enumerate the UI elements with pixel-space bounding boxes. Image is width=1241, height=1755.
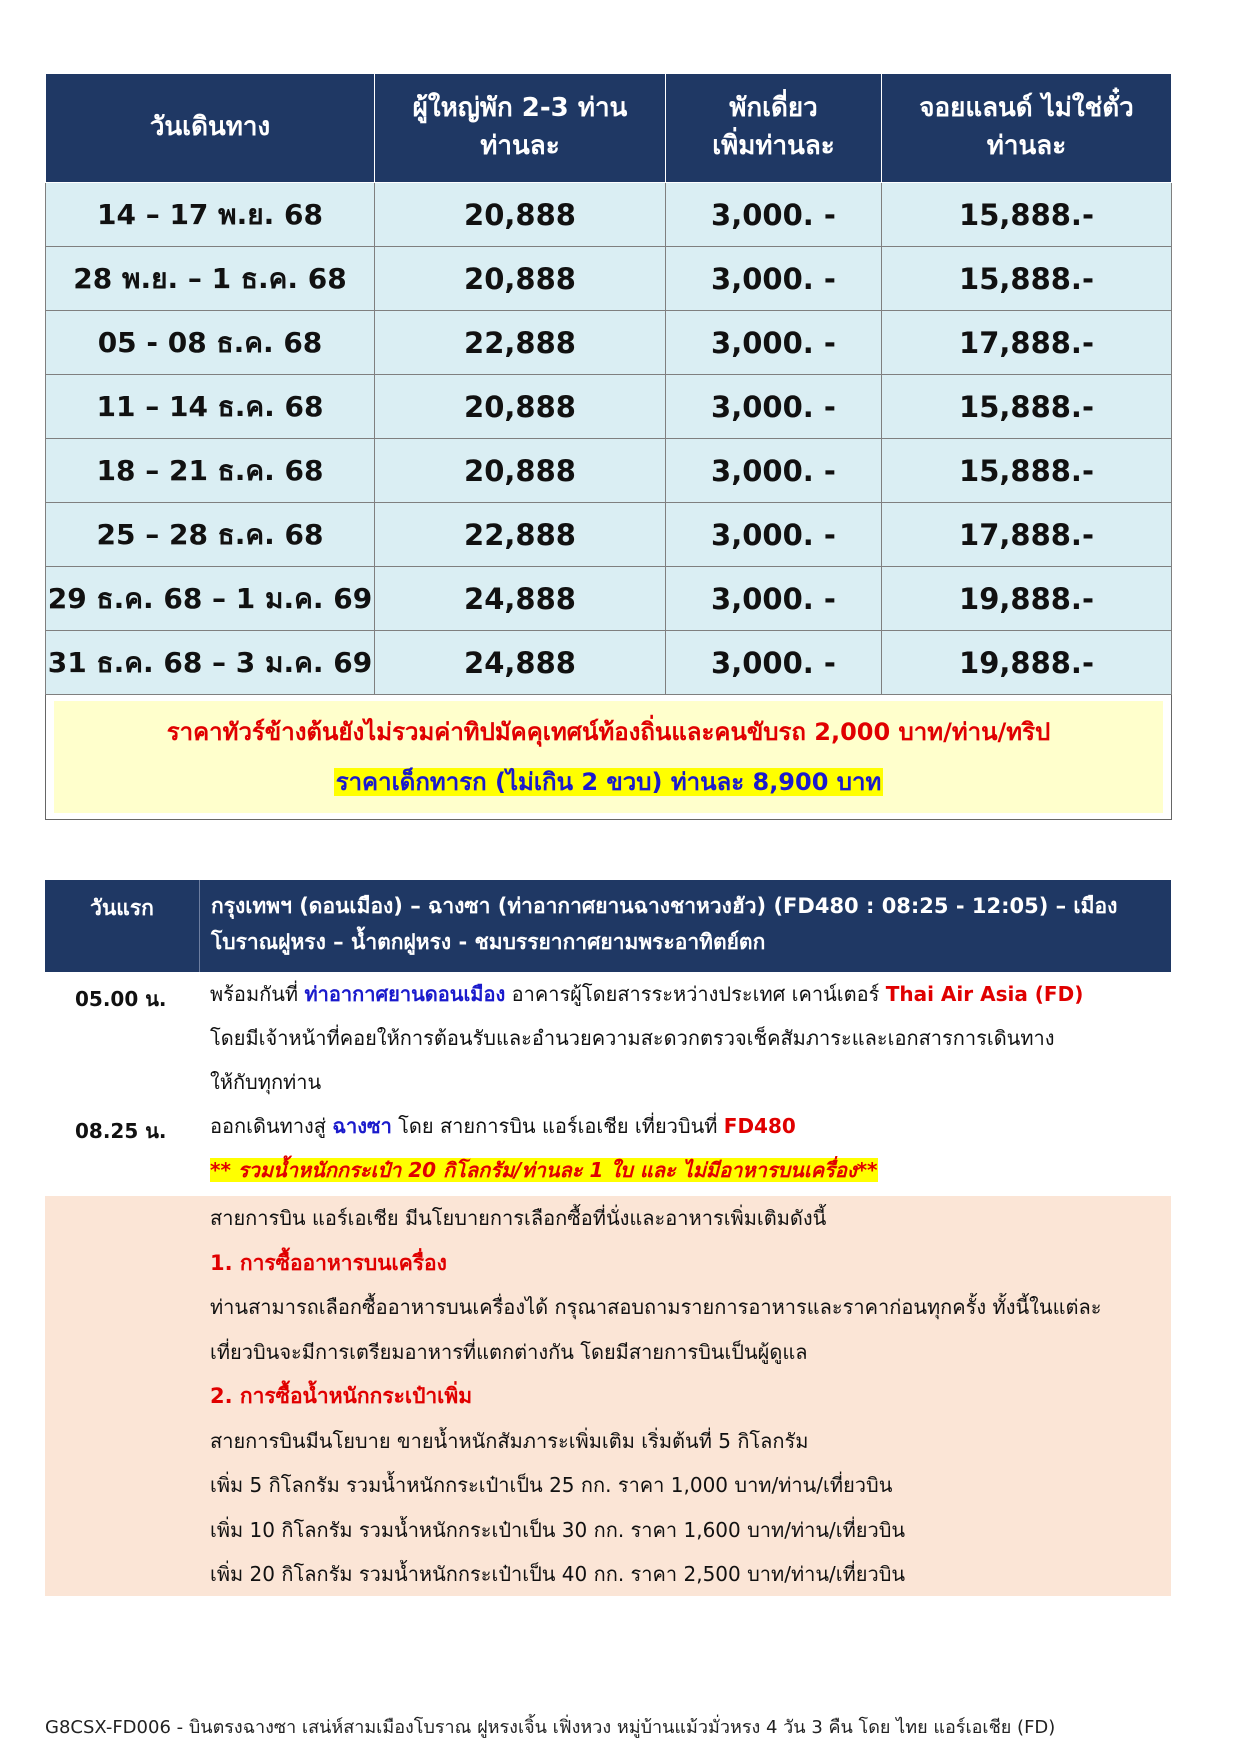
table-row <box>46 503 1172 567</box>
price-note-row <box>46 695 1172 820</box>
airline-policy-box <box>45 1196 1171 1596</box>
page-footer: G8CSX-FD006 - บินตรงฉางซา เสน่ห์สามเมืองโบราณ ฝูหรงเจิ้น เฟิ่งหวง หมู่บ้านแม้วมั่วหรง 4 วัน 3 คืน โดย ไทย แอร์เอเชีย (FD) <box>45 1717 1056 1738</box>
single-price-cell: 3,000. - <box>666 311 882 375</box>
adult-price-cell: 22,888 <box>375 311 666 375</box>
policy-heading-baggage: 2. การซื้อน้ำหนักกระเป๋าเพิ่ม <box>210 1384 473 1408</box>
day-label: วันแรก <box>45 880 200 972</box>
single-price-cell: 3,000. - <box>666 503 882 567</box>
date-cell: 25 – 28 ธ.ค. 68 <box>46 503 375 567</box>
date-cell: 28 พ.ย. – 1 ธ.ค. 68 <box>46 247 375 311</box>
tip-note: ราคาทัวร์ข้างต้นยังไม่รวมค่าทิปมัคคุเทศน์ท้องถิ่นและคนขับรถ 2,000 บาท/ท่าน/ทริป <box>166 718 1051 746</box>
joinland-price-cell: 17,888.- <box>882 503 1172 567</box>
schedule-entry-0825 <box>210 1104 1165 1192</box>
schedule-0825-line-1: ออกเดินทางสู่ ฉางซา โดย สายการบิน แอร์เอเชีย เที่ยวบินที่ FD480 <box>210 1114 796 1138</box>
joinland-price-cell: 15,888.- <box>882 375 1172 439</box>
date-cell: 18 – 21 ธ.ค. 68 <box>46 439 375 503</box>
date-cell: 29 ธ.ค. 68 – 1 ม.ค. 69 <box>46 567 375 631</box>
date-cell: 31 ธ.ค. 68 – 3 ม.ค. 69 <box>46 631 375 695</box>
schedule-section <box>45 972 1171 1196</box>
adult-price-cell: 24,888 <box>375 631 666 695</box>
policy-baggage-line-2: เพิ่ม 5 กิโลกรัม รวมน้ำหนักกระเป๋าเป็น 25 กก. ราคา 1,000 บาท/ท่าน/เที่ยวบิน <box>210 1473 893 1497</box>
schedule-0825-line-2 <box>210 1148 1165 1192</box>
adult-price-cell: 24,888 <box>375 567 666 631</box>
table-row <box>46 375 1172 439</box>
policy-baggage-line-1: สายการบินมีนโยบาย ขายน้ำหนักสัมภาระเพิ่มเติม เริ่มต้นที่ 5 กิโลกรัม <box>210 1428 809 1453</box>
policy-baggage-line-3: เพิ่ม 10 กิโลกรัม รวมน้ำหนักกระเป๋าเป็น 30 กก. ราคา 1,600 บาท/ท่าน/เที่ยวบิน <box>210 1517 906 1542</box>
schedule-time-0825: 08.25 น. <box>75 1119 167 1143</box>
table-row <box>46 247 1172 311</box>
date-cell: 05 - 08 ธ.ค. 68 <box>46 311 375 375</box>
joinland-price-cell: 15,888.- <box>882 439 1172 503</box>
joinland-price-cell: 19,888.- <box>882 567 1172 631</box>
infant-price-text: ราคาเด็กทารก (ไม่เกิน 2 ขวบ) ท่านละ 8,900 บาท <box>335 768 882 796</box>
single-price-cell: 3,000. - <box>666 567 882 631</box>
schedule-entry-0500 <box>210 972 1165 1104</box>
single-price-cell: 3,000. - <box>666 375 882 439</box>
price-table-header <box>46 74 1172 183</box>
destination-city: ฉางซา <box>332 1114 392 1138</box>
table-row <box>46 631 1172 695</box>
joinland-price-cell: 15,888.- <box>882 247 1172 311</box>
single-price-cell: 3,000. - <box>666 247 882 311</box>
adult-price-cell: 22,888 <box>375 503 666 567</box>
policy-heading-food: 1. การซื้ออาหารบนเครื่อง <box>210 1250 447 1275</box>
header-single-supplement: พักเดี่ยว เพิ่มท่านละ <box>666 74 882 183</box>
day-title-line-1: กรุงเทพฯ (ดอนเมือง) – ฉางซา (ท่าอากาศยานฉางชาหวงฮัว) (FD480 : 08:25 - 12:05) – เมือง <box>211 894 1118 918</box>
day-one-header <box>45 880 1171 972</box>
flight-number: FD480 <box>723 1114 796 1138</box>
airline-name: Thai Air Asia (FD) <box>885 982 1084 1006</box>
price-note-cell <box>46 695 1172 820</box>
table-row <box>46 311 1172 375</box>
policy-baggage-line-4: เพิ่ม 20 กิโลกรัม รวมน้ำหนักกระเป๋าเป็น 40 กก. ราคา 2,500 บาท/ท่าน/เที่ยวบิน <box>210 1562 906 1586</box>
header-joinland: จอยแลนด์ ไม่ใช่ตั๋ว ท่านละ <box>882 74 1172 183</box>
adult-price-cell: 20,888 <box>375 439 666 503</box>
adult-price-cell: 20,888 <box>375 375 666 439</box>
joinland-price-cell: 15,888.- <box>882 183 1172 247</box>
infant-price-note <box>54 759 1163 805</box>
schedule-0500-line-3: ให้กับทุกท่าน <box>210 1070 322 1094</box>
day-title <box>200 880 1171 972</box>
date-cell: 14 – 17 พ.ย. 68 <box>46 183 375 247</box>
price-table <box>45 73 1172 820</box>
policy-food-line-2: เที่ยวบินจะมีการเตรียมอาหารที่แตกต่างกัน โดยมีสายการบินเป็นผู้ดูแล <box>210 1339 808 1364</box>
policy-food-line-1: ท่านสามารถเลือกซื้ออาหารบนเครื่องได้ กรุณาสอบถามรายการอาหารและราคาก่อนทุกครั้ง ทั้งนี้ในแต่ละ <box>210 1295 1102 1319</box>
single-price-cell: 3,000. - <box>666 631 882 695</box>
schedule-time-0500: 05.00 น. <box>75 987 167 1011</box>
table-row <box>46 567 1172 631</box>
adult-price-cell: 20,888 <box>375 247 666 311</box>
adult-price-cell: 20,888 <box>375 183 666 247</box>
joinland-price-cell: 17,888.- <box>882 311 1172 375</box>
schedule-0500-line-2: โดยมีเจ้าหน้าที่คอยให้การต้อนรับและอำนวยความสะดวกตรวจเช็คสัมภาระและเอกสารการเดินทาง <box>210 1026 1055 1050</box>
table-row <box>46 439 1172 503</box>
single-price-cell: 3,000. - <box>666 439 882 503</box>
joinland-price-cell: 19,888.- <box>882 631 1172 695</box>
policy-intro: สายการบิน แอร์เอเชีย มีนโยบายการเลือกซื้อที่นั่งและอาหารเพิ่มเติมดังนี้ <box>210 1206 827 1230</box>
day-title-line-2: โบราณฝูหรง – น้ำตกฝูหรง - ชมบรรยากาศยามพระอาทิตย์ตก <box>211 930 766 954</box>
schedule-0500-line-1: พร้อมกันที่ ท่าอากาศยานดอนเมือง อาคารผู้โดยสารระหว่างประเทศ เคาน์เตอร์ Thai Air Asia (FD) <box>210 982 1084 1006</box>
price-note-box <box>54 701 1163 813</box>
header-travel-date: วันเดินทาง <box>46 74 375 183</box>
header-adult-price: ผู้ใหญ่พัก 2-3 ท่าน ท่านละ <box>375 74 666 183</box>
table-row <box>46 183 1172 247</box>
baggage-highlight: ** รวมน้ำหนักกระเป๋า 20 กิโลกรัม/ท่านละ 1 ใบ และ ไม่มีอาหารบนเครื่อง** <box>210 1158 878 1182</box>
airport-name: ท่าอากาศยานดอนเมือง <box>304 982 506 1006</box>
single-price-cell: 3,000. - <box>666 183 882 247</box>
date-cell: 11 – 14 ธ.ค. 68 <box>46 375 375 439</box>
